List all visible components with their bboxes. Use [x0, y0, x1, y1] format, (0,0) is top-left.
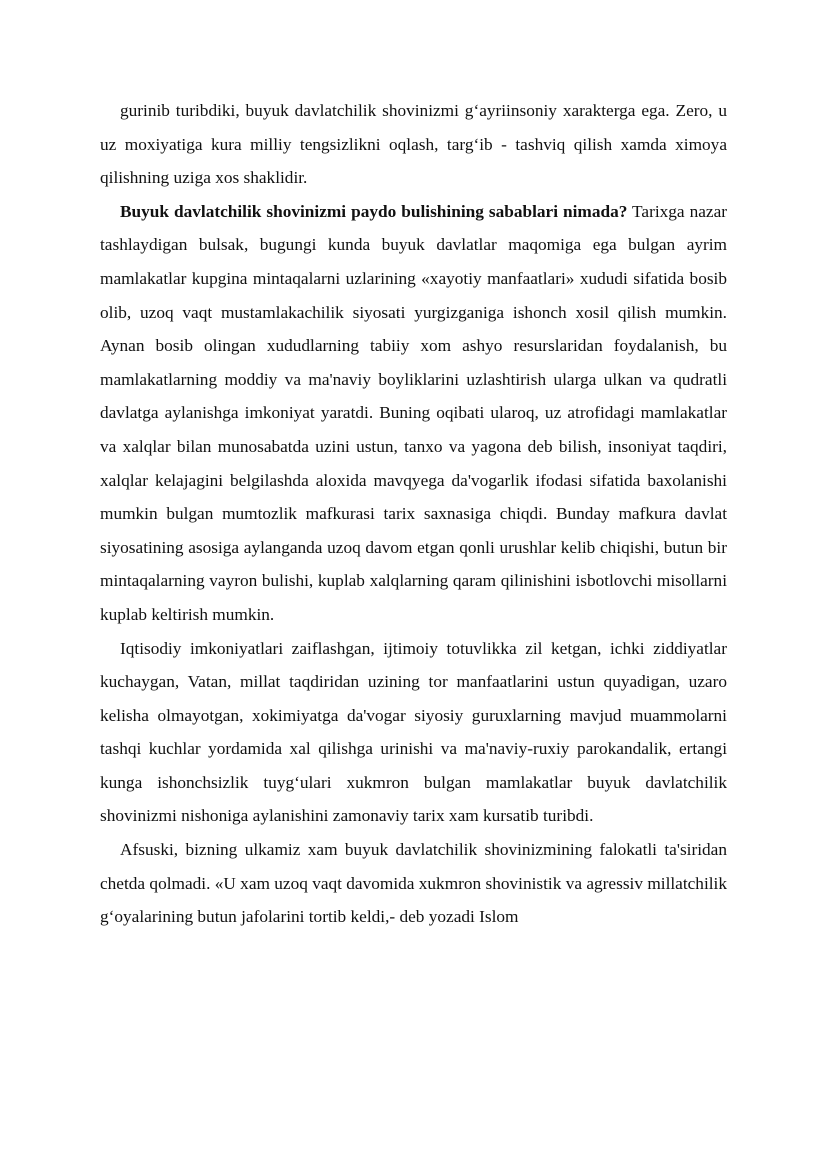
paragraph-2-text: Tarixga nazar tashlaydigan bulsak, bugungi kunda buyuk davlatlar maqomiga ega bulgan ayrim mamlakatlar kupgina mintaqalarni uzlarining «xayotiy manfaatlari» xududi sifatida bosib olib, uzoq vaqt mustamlakachilik siyosati yurgizganiga ishonch xosil qilish mumkin. Aynan bosib olingan xududlarning tabiiy xom ashyo resurslaridan foydalanish, bu mamlakatlarning moddiy va ma'naviy boyliklarini uzlashtirish ularga ulkan va qudratli davlatga aylanishga imkoniyat yaratdi. Buning oqibati ularoq, uz atrofidagi mamlakatlar va xalqlar bilan munosabatda uzini ustun, tanxo va yagona deb bilish, insoniyat taqdiri, xalqlar kelajagini belgilashda aloxida mavqyega da'vogarlik ifodasi sifatida baxolanishi mumkin bulgan mumtozlik mafkurasi tarix saxnasiga chiqdi. Bunday mafkura davlat siyosatining asosiga aylanganda uzoq davom etgan qonli urushlar kelib chiqishi, butun bir mintaqalarning vayron bulishi, kuplab xalqlarning qaram qilinishini isbotlovchi misollarni kuplab keltirish mumkin.: [100, 201, 727, 624]
paragraph-2: [100, 195, 727, 632]
paragraph-1: [100, 94, 727, 195]
paragraph-4: [100, 833, 727, 934]
paragraph-3: [100, 632, 727, 834]
paragraph-3-text: Iqtisodiy imkoniyatlari zaiflashgan, ijtimoiy totuvlikka zil ketgan, ichki ziddiyatlar kuchaygan, Vatan, millat taqdiridan uzining tor manfaatlarini ustun quyadigan, uzaro kelisha olmayotgan, xokimiyatga da'vogar siyosiy guruxlarning mavjud muammolarni tashqi kuchlar yordamida xal qilishga urinishi va ma'naviy-ruxiy parokandalik, ertangi kunga ishonchsizlik tuyg‘ulari xukmron bulgan mamlakatlar buyuk davlatchilik shovinizmi nishoniga aylanishini zamonaviy tarix xam kursatib turibdi.: [100, 638, 727, 826]
paragraph-4-text: Afsuski, bizning ulkamiz xam buyuk davlatchilik shovinizmining falokatli ta'siridan chetda qolmadi. «U xam uzoq vaqt davomida xukmron shovinistik va agressiv millatchilik g‘oyalarining butun jafolarini tortib keldi,- deb yozadi Islom: [100, 840, 727, 927]
paragraph-1-text: gurinib turibdiki, buyuk davlatchilik shovinizmi g‘ayriinsoniy xarakterga ega. Zero, u uz moxiyatiga kura milliy tengsizlikni oqlash, targ‘ib - tashviq qilish xamda ximoya qilishning uziga xos shaklidir.: [100, 101, 727, 188]
paragraph-2-heading: Buyuk davlatchilik shovinizmi paydo bulishining sabablari nimada?: [120, 201, 628, 221]
document-page: [100, 94, 727, 934]
